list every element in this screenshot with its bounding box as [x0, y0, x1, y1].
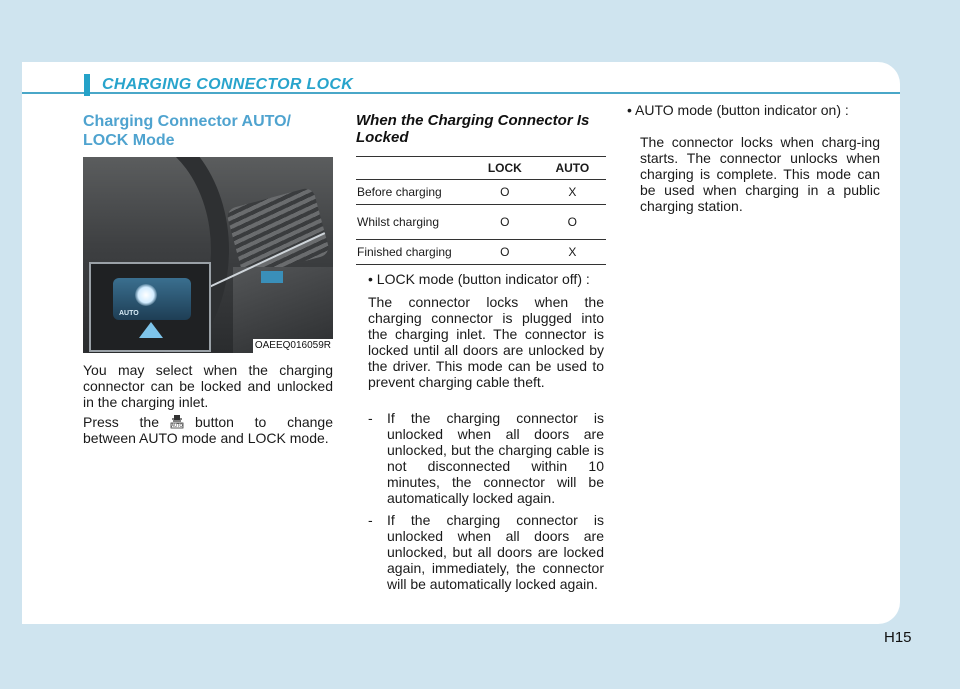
- sub-item-text: If the charging connector is unlocked when all doors are unlocked, but all doors are locked again, immediately, the connector will be automatically locked again.: [387, 512, 604, 592]
- image-reference-code: OAEEQ016059R: [254, 340, 331, 351]
- lock-mode-description: The connector locks when the charging connector is plugged into the charging inlet. The connector is locked until all doors are unlocked by the driver. This mode can be used to prevent charging cable theft.: [368, 294, 604, 390]
- auto-lock-mode-heading: Charging Connector AUTO/ LOCK Mode: [83, 113, 291, 149]
- auto-cell: X: [539, 180, 606, 205]
- button-closeup-inset: [89, 262, 211, 352]
- row-label: Whilst charging: [356, 205, 471, 240]
- indicator-glow-icon: [135, 284, 157, 306]
- dashboard-photo: [83, 157, 333, 353]
- table-header-auto: AUTO: [555, 161, 590, 175]
- intro-paragraph: You may select when the charging connector can be locked and unlocked in the charging inlet.: [83, 362, 333, 410]
- auto-mode-bullet: [627, 102, 882, 118]
- row-label: Finished charging: [356, 240, 471, 265]
- lock-cell: O: [471, 205, 539, 240]
- table-row: [356, 180, 606, 205]
- row-label: Before charging: [356, 180, 471, 205]
- locked-conditions-heading: When the Charging Connector Is Locked: [356, 112, 590, 146]
- press-text-before: Press the: [83, 414, 159, 430]
- lock-status-table: [356, 156, 606, 265]
- table-row: [356, 240, 606, 265]
- auto-cell: O: [539, 205, 606, 240]
- section-title: CHARGING CONNECTOR LOCK: [102, 76, 354, 93]
- section-accent-bar: [84, 74, 90, 96]
- sub-item-text: If the charging connector is unlocked when all doors are unlocked, but the charging cable is not disconnected within 10 minutes, the connector will be automatically locked again.: [387, 410, 604, 506]
- dash-marker: -: [368, 410, 373, 426]
- pointer-arrow-icon: [139, 322, 163, 338]
- press-button-paragraph: [83, 413, 333, 446]
- press-text-after: button to change between AUTO mode and LOCK mode.: [83, 414, 334, 446]
- auto-mode-description: The connector locks when charg-ing starts. The connector unlocks when charging is complete. This mode can be used when charging in a public charging station.: [640, 134, 880, 214]
- page-number: H15: [884, 629, 912, 646]
- inset-button-label: AUTO: [119, 310, 139, 317]
- auto-cell: X: [539, 240, 606, 265]
- auto-lock-button-icon: [169, 413, 185, 429]
- list-item: [368, 512, 604, 592]
- table-header-row: [356, 157, 606, 180]
- lock-cell: O: [471, 240, 539, 265]
- bullet-marker: •: [627, 102, 632, 118]
- air-vent-shape: [225, 187, 330, 278]
- table-header-empty: [356, 157, 471, 180]
- lock-mode-bullet-text: LOCK mode (button indicator off) :: [376, 271, 590, 287]
- bullet-marker: •: [368, 271, 373, 287]
- table-row: [356, 205, 606, 240]
- table-header-lock: LOCK: [487, 161, 522, 175]
- button-location-highlight: [261, 271, 283, 283]
- list-item: [368, 410, 604, 506]
- dash-marker: -: [368, 512, 373, 528]
- lock-mode-bullet: [368, 271, 608, 287]
- auto-mode-bullet-text: AUTO mode (button indicator on) :: [635, 102, 849, 118]
- icon-label: AUTO: [171, 423, 183, 429]
- lock-cell: O: [471, 180, 539, 205]
